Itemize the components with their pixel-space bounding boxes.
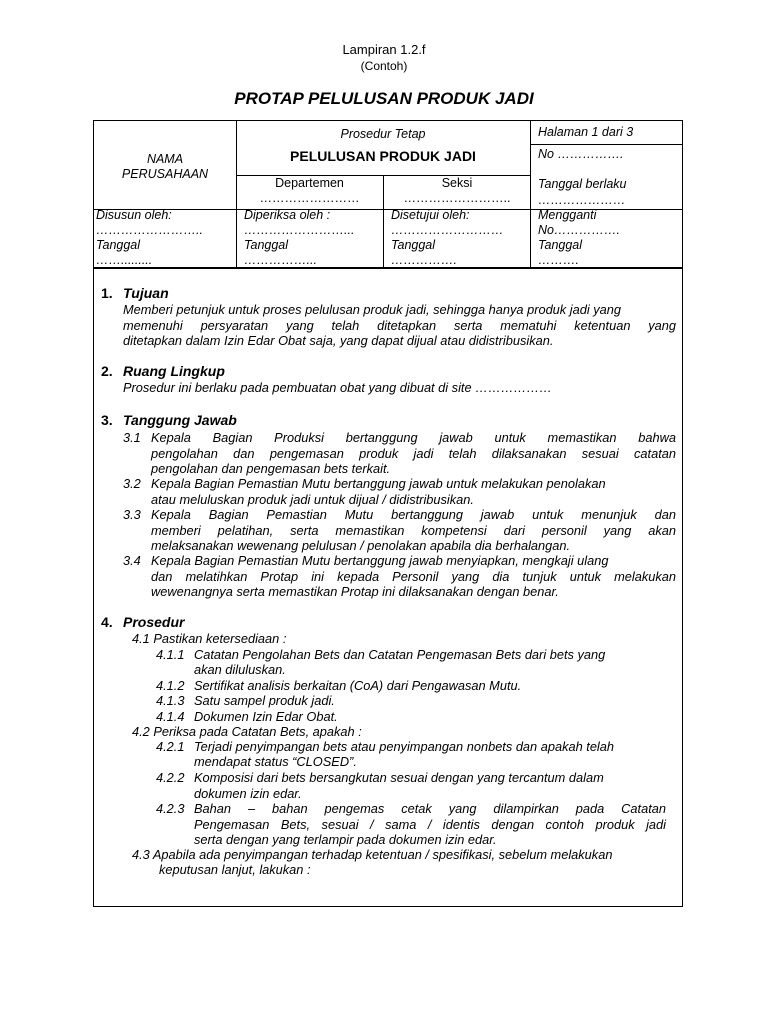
item-4-2-2-line1: Komposisi dari bets bersangkutan sesuai dengan yang tercantum dalam	[194, 770, 604, 785]
departemen-label: Departemen	[275, 176, 344, 190]
item-3-1-line1: Kepala Bagian Produksi bertanggung jawab untuk memastikan bahwa	[151, 430, 676, 445]
diperiksa-tanggal-value: ……………...	[244, 253, 317, 267]
item-4-2-2-line2: dokumen izin edar.	[194, 786, 302, 801]
item-4-2-1-line2: mendapat status “CLOSED”.	[194, 754, 357, 769]
nama-perusahaan	[94, 152, 236, 182]
item-4-2-3-line2: Pengemasan Bets, sesuai / sama / identis dengan contoh produk jadi	[194, 816, 666, 832]
mengganti-tanggal-label: Tanggal	[538, 238, 583, 252]
item-4-2-1-line1: Terjadi penyimpangan bets atau penyimpangan nonbets dan apakah telah	[194, 739, 615, 754]
mengganti-label: Mengganti	[538, 208, 597, 222]
item-3-4-number: 3.4	[123, 553, 141, 568]
diperiksa-value: ……………………...	[244, 223, 355, 237]
nomor-label: No …………….	[538, 147, 624, 161]
section-1-title: Tujuan	[123, 285, 169, 301]
disetujui-tanggal-label: Tanggal	[391, 238, 436, 252]
nama-perusahaan-line1: NAMA	[146, 152, 184, 166]
item-4-1-2-line1: Sertifikat analisis berkaitan (CoA) dari Pengawasan Mutu.	[194, 678, 522, 693]
item-4-1-4-number: 4.1.4	[156, 709, 185, 724]
item-3-4-text	[151, 553, 676, 600]
disusun-tanggal-value: …….........	[96, 253, 153, 267]
item-4-1-2-number: 4.1.2	[156, 678, 185, 693]
diperiksa-label: Diperiksa oleh :	[244, 208, 331, 222]
item-3-3-number: 3.3	[123, 507, 141, 522]
lampiran-label: Lampiran 1.2.f	[342, 42, 426, 57]
disetujui-tanggal-value: …………….	[391, 253, 457, 267]
item-3-1-text	[151, 430, 676, 477]
mengganti-tanggal-value: ……….	[538, 253, 579, 267]
item-3-1-number: 3.1	[123, 430, 141, 445]
item-4-3-line2: keputusan lanjut, lakukan :	[159, 862, 311, 877]
item-3-1-line3: pengolahan dan pengemasan bets terkait.	[151, 461, 391, 476]
tanggal-berlaku-label: Tanggal berlaku	[538, 177, 627, 191]
section-1-number: 1.	[101, 285, 113, 301]
section-1-line3: ditetapkan dalam Izin Edar Obat saja, yang dapat dijual atau didistribusikan.	[123, 333, 554, 348]
item-3-3-line2: memberi pelatihan, serta memastikan kompetensi dari personil yang akan	[151, 522, 676, 538]
section-1-line1: Memberi petunjuk untuk proses pelulusan produk jadi, sehingga hanya produk jadi yang	[123, 302, 621, 317]
contoh-label: (Contoh)	[360, 59, 408, 73]
item-4-1-3-number: 4.1.3	[156, 693, 185, 708]
item-3-4-line1: Kepala Bagian Pemastian Mutu bertanggung jawab menyiapkan, mengkaji ulang	[151, 553, 609, 568]
item-4-2-1-number: 4.2.1	[156, 739, 185, 754]
disusun-label: Disusun oleh:	[96, 208, 172, 222]
mengganti-no: No…………….	[538, 223, 620, 237]
section-1-text	[123, 302, 676, 349]
section-2-line1: Prosedur ini berlaku pada pembuatan obat yang dibuat di site ………………	[123, 380, 552, 395]
disusun-value: ……………………..	[96, 223, 203, 237]
seksi-value: ……………………..	[403, 191, 511, 205]
item-3-3-text	[151, 507, 676, 554]
item-4-2-2-number: 4.2.2	[156, 770, 185, 785]
departemen-value: ……………………	[259, 191, 360, 205]
tanggal-berlaku-value: …………………	[538, 193, 626, 207]
section-2-title: Ruang Lingkup	[123, 363, 225, 379]
item-3-2-number: 3.2	[123, 476, 141, 491]
item-3-2-line1: Kepala Bagian Pemastian Mutu bertanggung jawab untuk melakukan penolakan	[151, 476, 606, 491]
procedure-body	[93, 269, 683, 907]
diperiksa-tanggal-label: Tanggal	[244, 238, 289, 252]
disusun-tanggal-label: Tanggal	[96, 238, 141, 252]
item-3-4-line3: wewenangnya serta memastikan Protap ini dilaksanakan dengan benar.	[151, 584, 559, 599]
item-3-2-line2: atau meluluskan produk jadi untuk dijual / didistribusikan.	[151, 491, 474, 507]
section-3-title: Tanggung Jawab	[123, 412, 237, 428]
item-4-2: 4.2 Periksa pada Catatan Bets, apakah :	[132, 724, 362, 739]
item-3-4-line2: dan melatihkan Protap ini kepada Personil yang dia tunjuk untuk melakukan	[151, 568, 676, 584]
item-4-1-1-line2: akan diluluskan.	[194, 662, 286, 677]
section-4-number: 4.	[101, 614, 113, 630]
section-2-number: 2.	[101, 363, 113, 379]
halaman-label: Halaman 1 dari 3	[538, 125, 634, 139]
section-1-line2: memenuhi persyaratan yang telah ditetapkan serta mematuhi ketentuan yang	[123, 317, 676, 333]
item-3-2-text	[151, 476, 676, 507]
disetujui-value: ………………………	[391, 223, 504, 237]
item-4-1-4-line1: Dokumen Izin Edar Obat.	[194, 709, 338, 724]
prosedur-tetap-label: Prosedur Tetap	[340, 127, 426, 141]
seksi-label: Seksi	[441, 176, 473, 190]
item-4-2-3-number: 4.2.3	[156, 801, 185, 816]
item-3-1-line2: pengolahan dan pengemasan produk jadi telah dilaksanakan sesuai catatan	[151, 445, 676, 461]
item-4-2-3-text	[194, 801, 666, 848]
item-4-2-3-line1: Bahan – bahan pengemas cetak yang dilampirkan pada Catatan	[194, 801, 666, 816]
item-4-1: 4.1 Pastikan ketersediaan :	[132, 631, 287, 646]
section-4-title: Prosedur	[123, 614, 185, 630]
nama-perusahaan-line2: PERUSAHAAN	[121, 167, 209, 181]
item-3-3-line1: Kepala Bagian Pemastian Mutu bertanggung jawab untuk menunjuk dan	[151, 507, 676, 522]
page-title: PROTAP PELULUSAN PRODUK JADI	[234, 89, 534, 108]
disetujui-label: Disetujui oleh:	[391, 208, 470, 222]
item-3-3-line3: melaksanakan wewenang pelulusan / penolakan apabila dia berhalangan.	[151, 538, 571, 553]
item-4-1-3-line1: Satu sampel produk jadi.	[194, 693, 335, 708]
item-4-1-1-line1: Catatan Pengolahan Bets dan Catatan Pengemasan Bets dari bets yang	[194, 647, 606, 662]
item-4-1-1-number: 4.1.1	[156, 647, 185, 662]
header-table	[93, 120, 683, 269]
procedure-title: PELULUSAN PRODUK JADI	[290, 148, 476, 164]
item-4-3-line1: 4.3 Apabila ada penyimpangan terhadap ketentuan / spesifikasi, sebelum melakukan	[132, 847, 613, 862]
item-4-2-3-line3: serta dengan yang terlampir pada dokumen izin edar.	[194, 832, 497, 847]
section-3-number: 3.	[101, 412, 113, 428]
